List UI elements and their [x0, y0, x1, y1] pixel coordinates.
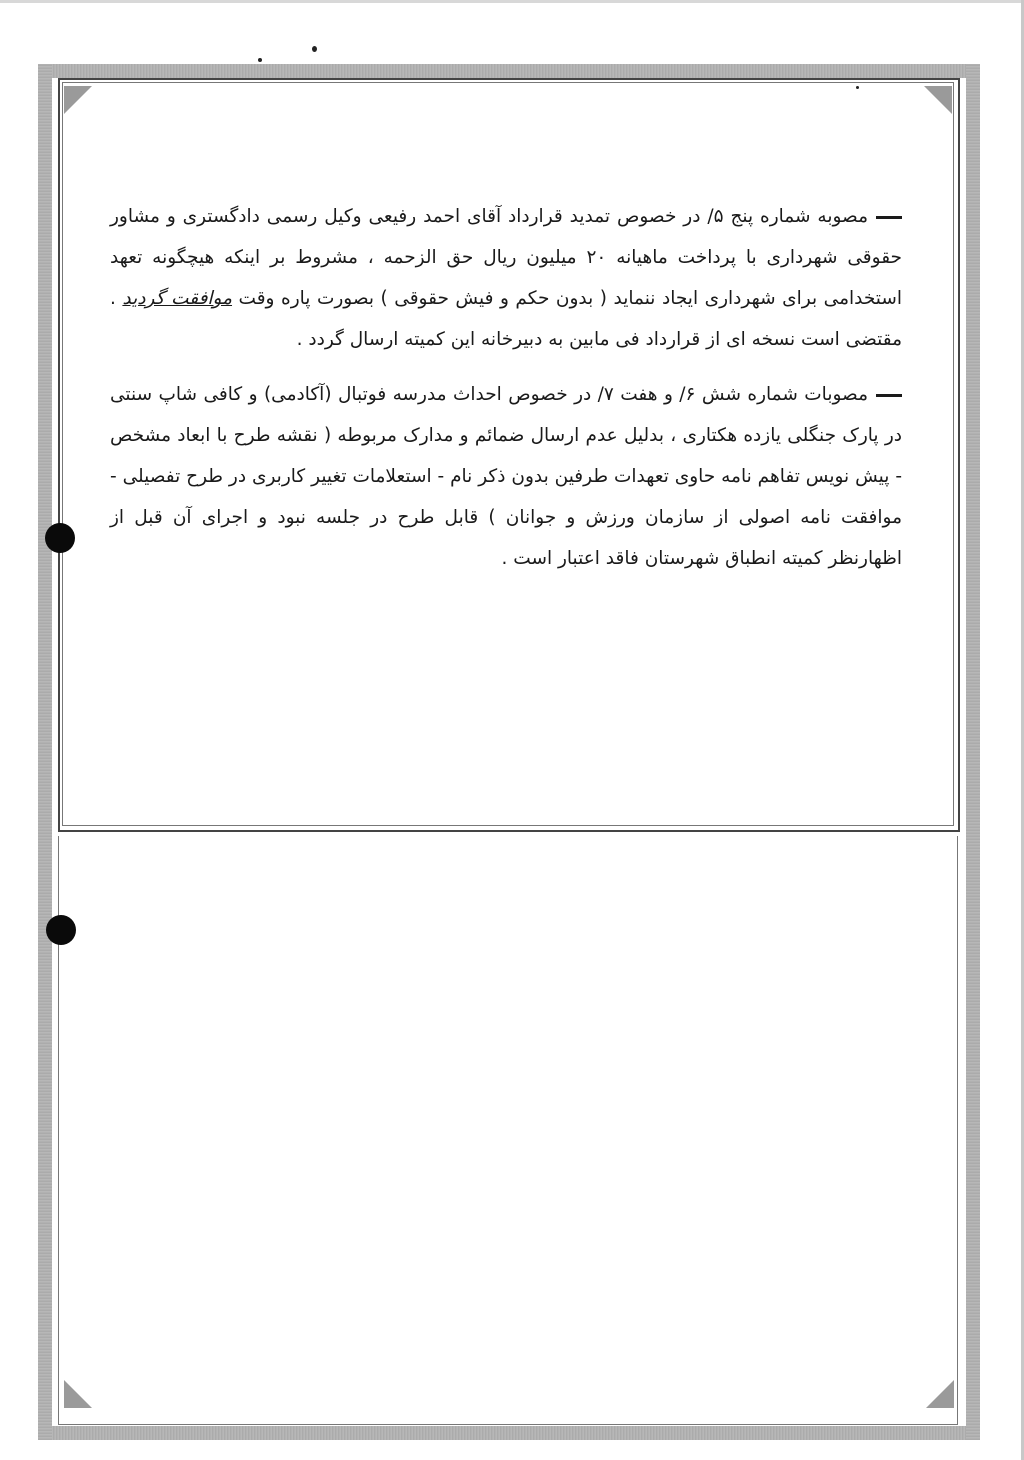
scan-speck	[258, 58, 262, 62]
bullet-dash	[876, 216, 902, 219]
approved-phrase: موافقت گردید	[122, 288, 233, 309]
punch-hole	[46, 915, 76, 945]
scan-edge	[0, 0, 1024, 3]
frame-band-top	[38, 64, 980, 78]
corner-ornament	[926, 1380, 954, 1408]
corner-ornament	[64, 86, 92, 114]
corner-ornament	[924, 86, 952, 114]
frame-band-right	[966, 64, 980, 1440]
bullet-dash	[876, 394, 902, 397]
punch-hole	[45, 523, 75, 553]
paragraph-text: مصوبات شماره شش ۶/ و هفت ۷/ در خصوص احداث مدرسه فوتبال (آکادمی) و کافی شاپ سنتی در پارک جنگلی یازده هکتاری ، بدلیل عدم ارسال ضمائم و مدارک مربوطه ( نقشه طرح با ابعاد مشخص - پیش نویس تفاهم نامه حاوی تعهدات طرفین بدون ذکر نام - استعلامات تغییر کاربری در طرح تفصیلی - موافقت نامه اصولی از سازمان ورزش و جوانان ) قابل طرح در جلسه نبود و اجرای آن قبل از اظهارنظر کمیته انطباق شهرستان فاقد اعتبار است .	[110, 384, 902, 569]
paragraph-text: . مقتضی است نسخه ای از قرارداد فی مابین به دبیرخانه این کمیته ارسال گردد .	[110, 288, 902, 350]
scan-speck	[312, 46, 317, 52]
corner-ornament	[64, 1380, 92, 1408]
frame-band-left	[38, 64, 52, 1440]
lower-box-border	[58, 836, 958, 1425]
resolution-paragraph-2	[110, 374, 902, 579]
frame-band-bottom	[38, 1426, 980, 1440]
resolution-paragraph-1	[110, 196, 902, 360]
paragraph-text: مصوبه شماره پنج ۵/ در خصوص تمدید قرارداد آقای احمد رفیعی وکیل رسمی دادگستری و مشاور حقوقی شهرداری با پرداخت ماهیانه ۲۰ میلیون ریال حق الزحمه ، مشروط بر اینکه هیچگونه تعهد استخدامی برای شهرداری ایجاد ننماید ( بدون حکم و فیش حقوقی ) بصورت پاره وقت	[110, 206, 902, 309]
document-body	[110, 196, 902, 579]
